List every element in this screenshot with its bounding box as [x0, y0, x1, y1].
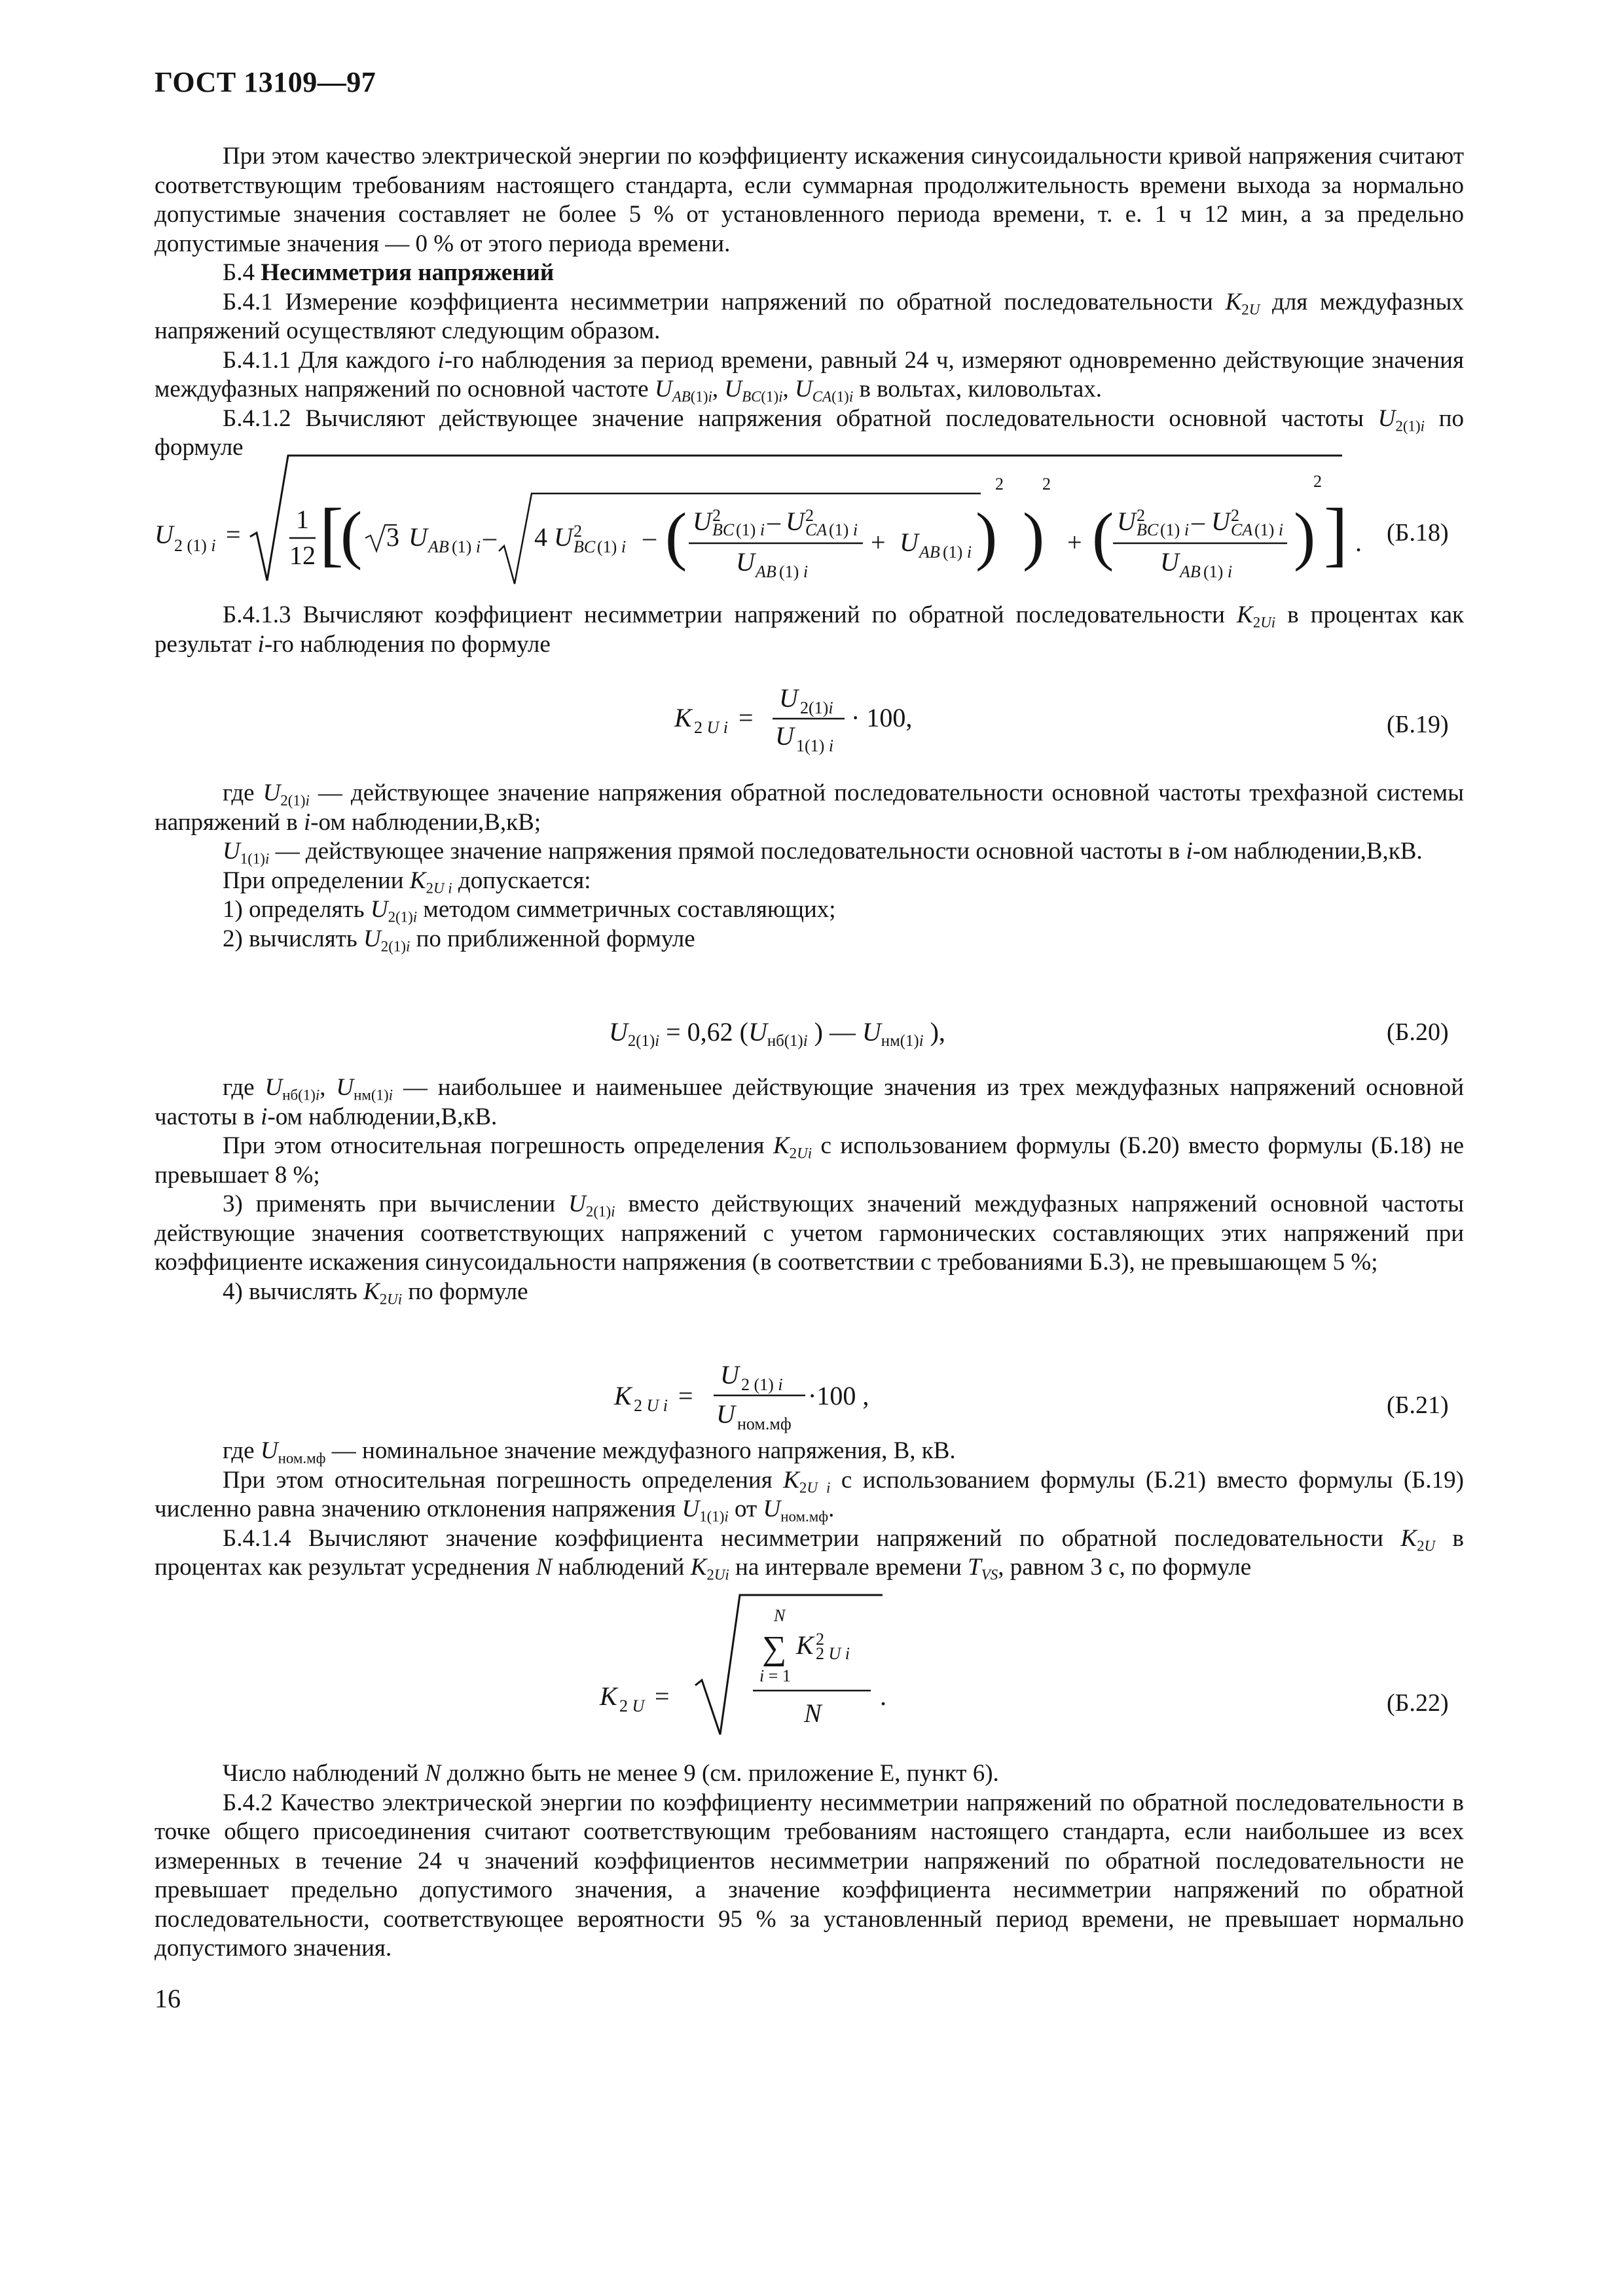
page-number: 16 [155, 1984, 181, 2013]
svg-text:(1) i: (1) i [1160, 520, 1190, 539]
text-block-2 [155, 601, 1464, 659]
formula-b22-number: (Б.22) [1387, 1689, 1449, 1717]
formula-b21-graphic [0, 1355, 1623, 1440]
where-b20: где $U_{нб(1)i}$, $U_{нм(1)i}$ — наибольшее и наименьшее действующие значения из трех междуфазных напряжений основной частоты в i-ом наблюдении,В,кВ. [155, 1074, 1464, 1130]
svg-text:BC: BC [1137, 520, 1159, 539]
error-b20: При этом относительная погрешность определения $K_{2Ui}$ с использованием формулы (Б.20) вместо формулы (Б.18) не превышает 8 %; [155, 1132, 1465, 1189]
svg-text:2: 2 [1313, 472, 1322, 491]
paragraph-b42: Б.4.2 Качество электрической энергии по коэффициенту несимметрии напряжений по обратной последовательности в точке общего присоединения считают соответствующим требованиям настоящего стандарта, если наибольшее из всех измеренных в течение 24 ч значений коэффициентов несимметрии напряжений по обратной последовательности не превышает предельно допустимого значения, а значение коэффициента несимметрии напряжений по обратной последовательности, соответствующее вероятности 95 % за установленный период времени, не превышает нормально допустимого значения. [155, 1789, 1464, 1962]
svg-text:∑: ∑ [762, 1630, 787, 1667]
svg-text:2: 2 [574, 522, 582, 541]
svg-text:U: U [786, 507, 805, 536]
svg-text:(1) i: (1) i [829, 520, 858, 539]
paragraph-b41: Б.4.1 Измерение коэффициента несимметрии напряжений по обратной последовательности $K_{2U}$ для междуфазных напряжений осуществляют следующим образом. [155, 288, 1464, 344]
svg-text:=: = [739, 703, 754, 732]
svg-text:(1) i: (1) i [1203, 562, 1233, 581]
svg-text:BC: BC [574, 537, 596, 556]
formula-b21-tail: ·100 , [808, 1381, 869, 1410]
svg-text:2: 2 [712, 506, 721, 525]
svg-text:1: 1 [296, 505, 309, 534]
where-b21: где $U_{ном.мф}$ — номинальное значение междуфазного напряжения, В, кВ. [223, 1437, 956, 1467]
svg-text:2: 2 [1231, 506, 1239, 525]
formula-b21 [0, 1355, 1623, 1440]
formula-b18-number: (Б.18) [1387, 519, 1449, 547]
svg-text:–: – [767, 507, 780, 536]
svg-text:+: + [871, 528, 886, 557]
svg-text:K: K [600, 1681, 617, 1711]
svg-text:U: U [716, 1399, 735, 1429]
svg-text:): ) [1294, 499, 1316, 572]
svg-text:(1) i: (1) i [597, 537, 627, 556]
svg-text:12: 12 [289, 541, 316, 570]
formula-b22 [0, 1587, 1623, 1738]
svg-text:U: U [1117, 507, 1136, 536]
svg-text:2 (1) i: 2 (1) i [174, 536, 216, 555]
svg-text:BC: BC [712, 520, 735, 539]
svg-text:2: 2 [1137, 506, 1145, 525]
svg-text:K: K [674, 703, 692, 732]
svg-text:CA: CA [1231, 520, 1253, 539]
svg-text:2 U i: 2 U i [634, 1396, 668, 1415]
list-item-3: 3) применять при вычислении $U_{2(1)i}$ вместо действующих значений междуфазных напряжений основной частоты действующие значения соответствующих напряжений с учетом гармонических составляющих этих напряжений при коэффициенте искажения синусоидальности напряжения (в соответствии с требованиями Б.3), не превышающем 5 %; [155, 1191, 1465, 1276]
svg-text:(1) i: (1) i [452, 537, 481, 556]
section-b4-title: Несимметрия напряжений [261, 259, 555, 286]
formula-b19-tail: · 100, [851, 703, 913, 732]
svg-text:U: U [775, 721, 794, 751]
svg-text:U: U [409, 522, 428, 552]
formula-b19-number: (Б.19) [1387, 711, 1449, 738]
formula-b18 [0, 446, 1623, 603]
svg-text:(: ( [340, 498, 363, 571]
svg-text:): ) [976, 499, 998, 572]
svg-text:=: = [678, 1381, 693, 1410]
svg-text:=: = [226, 520, 241, 549]
formula-b20-expression: $U_{2(1)i} = 0,62$ ($U_{нб(1)i}$ ) — $U_{нм(1)i}$ ), [609, 1017, 945, 1050]
svg-text:2 U i: 2 U i [816, 1644, 850, 1663]
svg-text:2: 2 [805, 506, 814, 525]
formula-b19 [0, 674, 1623, 759]
svg-text:(1) i: (1) i [779, 562, 809, 581]
text-block-6 [155, 1759, 1464, 1964]
svg-text:AB: AB [919, 543, 940, 562]
svg-text:[: [ [319, 493, 344, 573]
svg-text:3: 3 [386, 522, 399, 552]
list-item-2: 2) вычислять $U_{2(1)i}$ по приближенной формуле [223, 925, 695, 954]
text-block-4 [155, 1073, 1464, 1306]
svg-text:U: U [720, 1360, 739, 1390]
svg-text:U: U [693, 507, 712, 536]
svg-text:–: – [1192, 507, 1205, 536]
text-block-5 [155, 1437, 1464, 1583]
svg-text:(1) i: (1) i [736, 520, 765, 539]
svg-text:(1) i: (1) i [1254, 520, 1284, 539]
error-b21: При этом относительная погрешность определения $K_{2U i}$ с использованием формулы (Б.21) вместо формулы (Б.19) численно равна значению отклонения напряжения $U_{1(1)i}$ от $U_{ном.мф}$. [155, 1466, 1464, 1525]
paragraph-count: Число наблюдений N должно быть не менее 9 (см. приложение Е, пункт 6). [223, 1760, 999, 1787]
svg-text:i = 1: i = 1 [759, 1666, 791, 1685]
svg-text:CA: CA [805, 520, 828, 539]
paragraph-intro: При этом качество электрической энергии по коэффициенту искажения синусоидальности кривой напряжения считают соответствующим требованиям настоящего стандарта, если суммарная продолжительность времени выхода за нормально допустимые значения составляет не более 5 % от установленного периода времени, т. е. 1 ч 12 мин, а за предельно допустимые значения — 0 % от этого периода времени. [155, 143, 1464, 257]
svg-text:(1) i: (1) i [943, 543, 972, 562]
section-b4-heading: Б.4 Несимметрия напряжений [223, 259, 555, 286]
svg-text:K: K [796, 1630, 814, 1660]
formula-b22-graphic [0, 1587, 1623, 1738]
svg-text:1(1) i: 1(1) i [796, 736, 834, 755]
svg-text:–: – [643, 522, 656, 552]
svg-text:2: 2 [995, 475, 1004, 493]
svg-text:K: K [614, 1381, 632, 1410]
svg-text:+: + [1067, 528, 1082, 557]
svg-text:U: U [1160, 547, 1179, 577]
svg-text:N: N [804, 1698, 822, 1728]
list-item-4: 4) вычислять $K_{2Ui}$ по формуле [223, 1278, 528, 1307]
formula-b20 [0, 1011, 1623, 1064]
svg-text:]: ] [1324, 493, 1348, 573]
svg-text:AB: AB [428, 537, 449, 556]
svg-text:.: . [880, 1681, 886, 1711]
paragraph-b411: Б.4.1.1 Для каждого i-го наблюдения за период времени, равный 24 ч, измеряют одновременно действующие значения междуфазных напряжений по основной частоте $U_{AB(1)i}$, $U_{BC(1)i}$, $U_{CA(1)i}$ в вольтах, киловольтах. [155, 346, 1464, 405]
text-block-1 [155, 142, 1464, 463]
svg-text:): ) [1023, 499, 1045, 572]
formula-b18-graphic [0, 446, 1623, 603]
formula-b21-number: (Б.21) [1387, 1391, 1449, 1419]
svg-text:.: . [1355, 528, 1362, 557]
svg-text:2 (1) i: 2 (1) i [741, 1375, 783, 1394]
where-b19-first: где $U_{2(1)i}$ — действующее значение напряжения обратной последовательности основной частоты трехфазной системы напряжений в i-ом наблюдении,В,кВ; [155, 780, 1465, 836]
svg-text:2 U i: 2 U i [694, 718, 728, 737]
svg-text:U: U [554, 522, 573, 552]
paragraph-b414: Б.4.1.4 Вычисляют значение коэффициента несимметрии напряжений по обратной последовательности $K_{2U}$ в процентах как результат усреднения N наблюдений $K_{2Ui}$ на интервале времени $T_{VS}$, равном 3 с, по формуле [155, 1524, 1464, 1583]
document-header: ГОСТ 13109—97 [155, 66, 376, 98]
svg-text:(: ( [665, 499, 687, 572]
list-item-1: 1) определять $U_{2(1)i}$ методом симметричных составляющих; [223, 896, 836, 925]
svg-text:–: – [483, 522, 496, 552]
svg-text:=: = [655, 1681, 670, 1711]
formula-b20-number: (Б.20) [1387, 1018, 1449, 1046]
svg-text:2 U: 2 U [619, 1696, 645, 1715]
svg-text:ном.мф: ном.мф [737, 1414, 792, 1433]
svg-text:2: 2 [816, 1630, 824, 1649]
svg-text:U: U [900, 528, 919, 557]
svg-text:AB: AB [756, 562, 776, 581]
paragraph-allow: При определении $K_{2U i}$ допускается: [223, 867, 591, 896]
paragraph-b413: Б.4.1.3 Вычисляют коэффициент несимметрии напряжений по обратной последовательности $K_{2Ui}$ в процентах как результат i-го наблюдения по формуле [155, 601, 1465, 658]
svg-text:U: U [736, 547, 755, 577]
svg-text:N: N [774, 1606, 786, 1625]
svg-text:U: U [1211, 507, 1230, 536]
svg-text:(: ( [1092, 499, 1114, 572]
svg-text:AB: AB [1180, 562, 1201, 581]
text-block-3 [155, 779, 1464, 954]
svg-text:2(1)i: 2(1)i [800, 698, 833, 717]
svg-text:U: U [155, 520, 173, 549]
formula-b19-graphic [0, 674, 1623, 759]
svg-text:U: U [779, 683, 798, 713]
where-b19-second: $U_{1(1)i}$ — действующее значение напряжения прямой последовательности основной частоты в i-ом наблюдении,В,кВ. [223, 838, 1423, 867]
svg-text:2: 2 [1042, 475, 1051, 493]
svg-text:4: 4 [534, 522, 547, 552]
paragraph-b412: Б.4.1.2 Вычисляют действующее значение напряжения обратной последовательности основной частоты $U_{2(1)i}$ по формуле [155, 404, 1465, 461]
